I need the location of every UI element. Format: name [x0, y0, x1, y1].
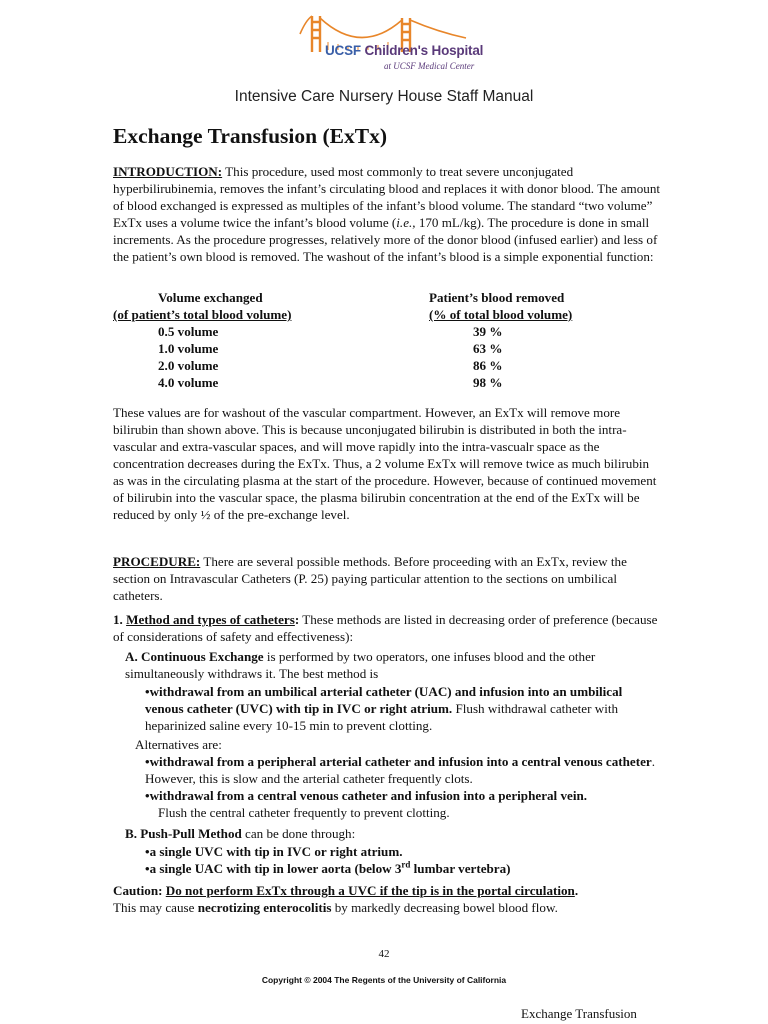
continuous-exchange-label: A. Continuous Exchange: [125, 649, 264, 664]
table-subheader-volume: (of patient’s total blood volume): [113, 307, 292, 322]
caution-paragraph: [113, 882, 661, 916]
alternative-item: [113, 753, 661, 787]
page-title: Exchange Transfusion (ExTx): [113, 124, 387, 148]
push-pull-label: B. Push-Pull Method: [125, 826, 242, 841]
continuous-exchange-paragraph: [113, 648, 661, 682]
table-row: [113, 357, 633, 374]
washout-table: [113, 289, 633, 391]
caution-period: .: [574, 883, 579, 898]
manual-title: Intensive Care Nursery House Staff Manual: [234, 88, 534, 105]
introduction-text-a: This procedure, used most commonly to treat severe unconjugated hyperbilirubinemia, removes the infant’s circulating blood and replaces it with donor blood. The amount of blood exchanged is expressed as multiples of the infant’s blood volume. The standard “two volume” ExTx uses a volume twice the infant’s blood volume (: [113, 164, 661, 230]
procedure-paragraph: [113, 553, 661, 604]
copyright: Copyright © 2004 The Regents of the University of California: [261, 975, 507, 985]
methods-heading: Method and types of catheters: [126, 612, 295, 627]
procedure-text: There are several possible methods. Before proceeding with an ExTx, review the section on Intravascular Catheters (P. 25) paying particular attention to the sections on umbilical catheters.: [113, 554, 627, 603]
table-row: [113, 374, 633, 391]
introduction-paragraph: [113, 163, 661, 265]
caution-bold: necrotizing enterocolitis: [197, 900, 332, 915]
best-method-text: Flush withdrawal catheter with heparinized saline every 10-15 min to prevent clotting.: [145, 701, 619, 733]
alternative-bold: •withdrawal from a central venous catheter and infusion into a peripheral vein.: [145, 788, 588, 803]
push-pull-item: [113, 860, 693, 877]
push-pull-item-sup: rd: [401, 859, 411, 870]
table-cell-removed: 98 %: [473, 375, 503, 390]
hospital-name: [325, 43, 483, 58]
table-cell-volume: 2.0 volume: [158, 358, 219, 373]
footer-section-title: Exchange Transfusion: [521, 1006, 637, 1021]
caution-text-b: by markedly decreasing bowel blood flow.: [331, 900, 558, 915]
push-pull-text: can be done through:: [241, 826, 356, 841]
table-row: [113, 323, 633, 340]
hospital-name-rest: Children's Hospital: [360, 43, 484, 58]
best-method-item: [113, 683, 661, 734]
table-header-row: [113, 289, 633, 306]
introduction-heading: INTRODUCTION:: [113, 164, 223, 179]
methods-number: 1.: [113, 612, 127, 627]
table-subheader-removed: (% of total blood volume): [429, 307, 573, 322]
page-number: 42: [378, 948, 390, 960]
table-cell-volume: 4.0 volume: [158, 375, 219, 390]
table-cell-removed: 63 %: [473, 341, 503, 356]
alternative-text: Flush the central catheter frequently to prevent clotting.: [158, 805, 450, 820]
push-pull-item: •a single UVC with tip in IVC or right atrium.: [145, 844, 403, 859]
methods-text: These methods are listed in decreasing order of preference (because of considerations of safety and effectiveness):: [113, 612, 658, 644]
table-header-removed: Patient’s blood removed: [429, 290, 565, 305]
continuous-exchange-text: is performed by two operators, one infuses blood and the other simultaneously withdraws it. The best method is: [125, 649, 596, 681]
table-cell-removed: 86 %: [473, 358, 503, 373]
caution-label: Caution:: [113, 883, 163, 898]
methods-colon: :: [294, 612, 300, 627]
alternative-text: . However, this is slow and the arterial catheter frequently clots.: [145, 754, 655, 786]
alternative-bold: •withdrawal from a peripheral arterial catheter and infusion into a central venous catheter: [145, 754, 652, 769]
push-pull-item-text-a: •a single UAC with tip in lower aorta (below 3: [145, 861, 402, 876]
methods-paragraph: [113, 611, 661, 645]
push-pull-paragraph: [113, 825, 673, 842]
introduction-text-b: 170 mL/kg). The procedure is done in small increments. As the procedure progresses, relatively more of the donor blood (infused earlier) and less of the patient’s own blood is removed. The washout of the infant’s blood is a simple exponential function:: [113, 215, 658, 264]
procedure-heading: PROCEDURE:: [113, 554, 201, 569]
table-subheader-row: [113, 306, 633, 323]
table-cell-volume: 1.0 volume: [158, 341, 219, 356]
table-cell-removed: 39 %: [473, 324, 503, 339]
hospital-subtitle: at UCSF Medical Center: [384, 61, 475, 71]
best-method-bold: •withdrawal from an umbilical arterial catheter (UAC) and infusion into an umbilical venous catheter (UVC) with tip in IVC or right atrium.: [145, 684, 623, 716]
table-cell-volume: 0.5 volume: [158, 324, 219, 339]
table-row: [113, 340, 633, 357]
caution-text-a: This may cause: [113, 900, 198, 915]
table-header-volume: Volume exchanged: [158, 290, 263, 305]
alternative-item: [113, 787, 661, 804]
push-pull-item-text-b: lumbar vertebra): [410, 861, 511, 876]
caution-underlined: Do not perform ExTx through a UVC if the tip is in the portal circulation: [165, 883, 575, 898]
hospital-name-prefix: UCSF: [325, 43, 361, 58]
washout-paragraph: These values are for washout of the vascular compartment. However, an ExTx will remove more bilirubin than shown above. This is because unconjugated bilirubin is distributed in both the intra-vascular and extra-vascular spaces, and will move rapidly into the intra-vascualr space as the concentration decreases during the ExTx. Thus, a 2 volume ExTx will remove twice as much bilirubin as was in the circulating plasma at the start of the procedure. However, because of continued movement of bilirubin into the vascular space, the plasma bilirubin concentration at the end of the ExTx will be reduced by only ½ of the pre-exchange level.: [113, 405, 657, 522]
alternatives-label: Alternatives are:: [135, 737, 222, 752]
introduction-ie: i.e.,: [396, 215, 416, 230]
